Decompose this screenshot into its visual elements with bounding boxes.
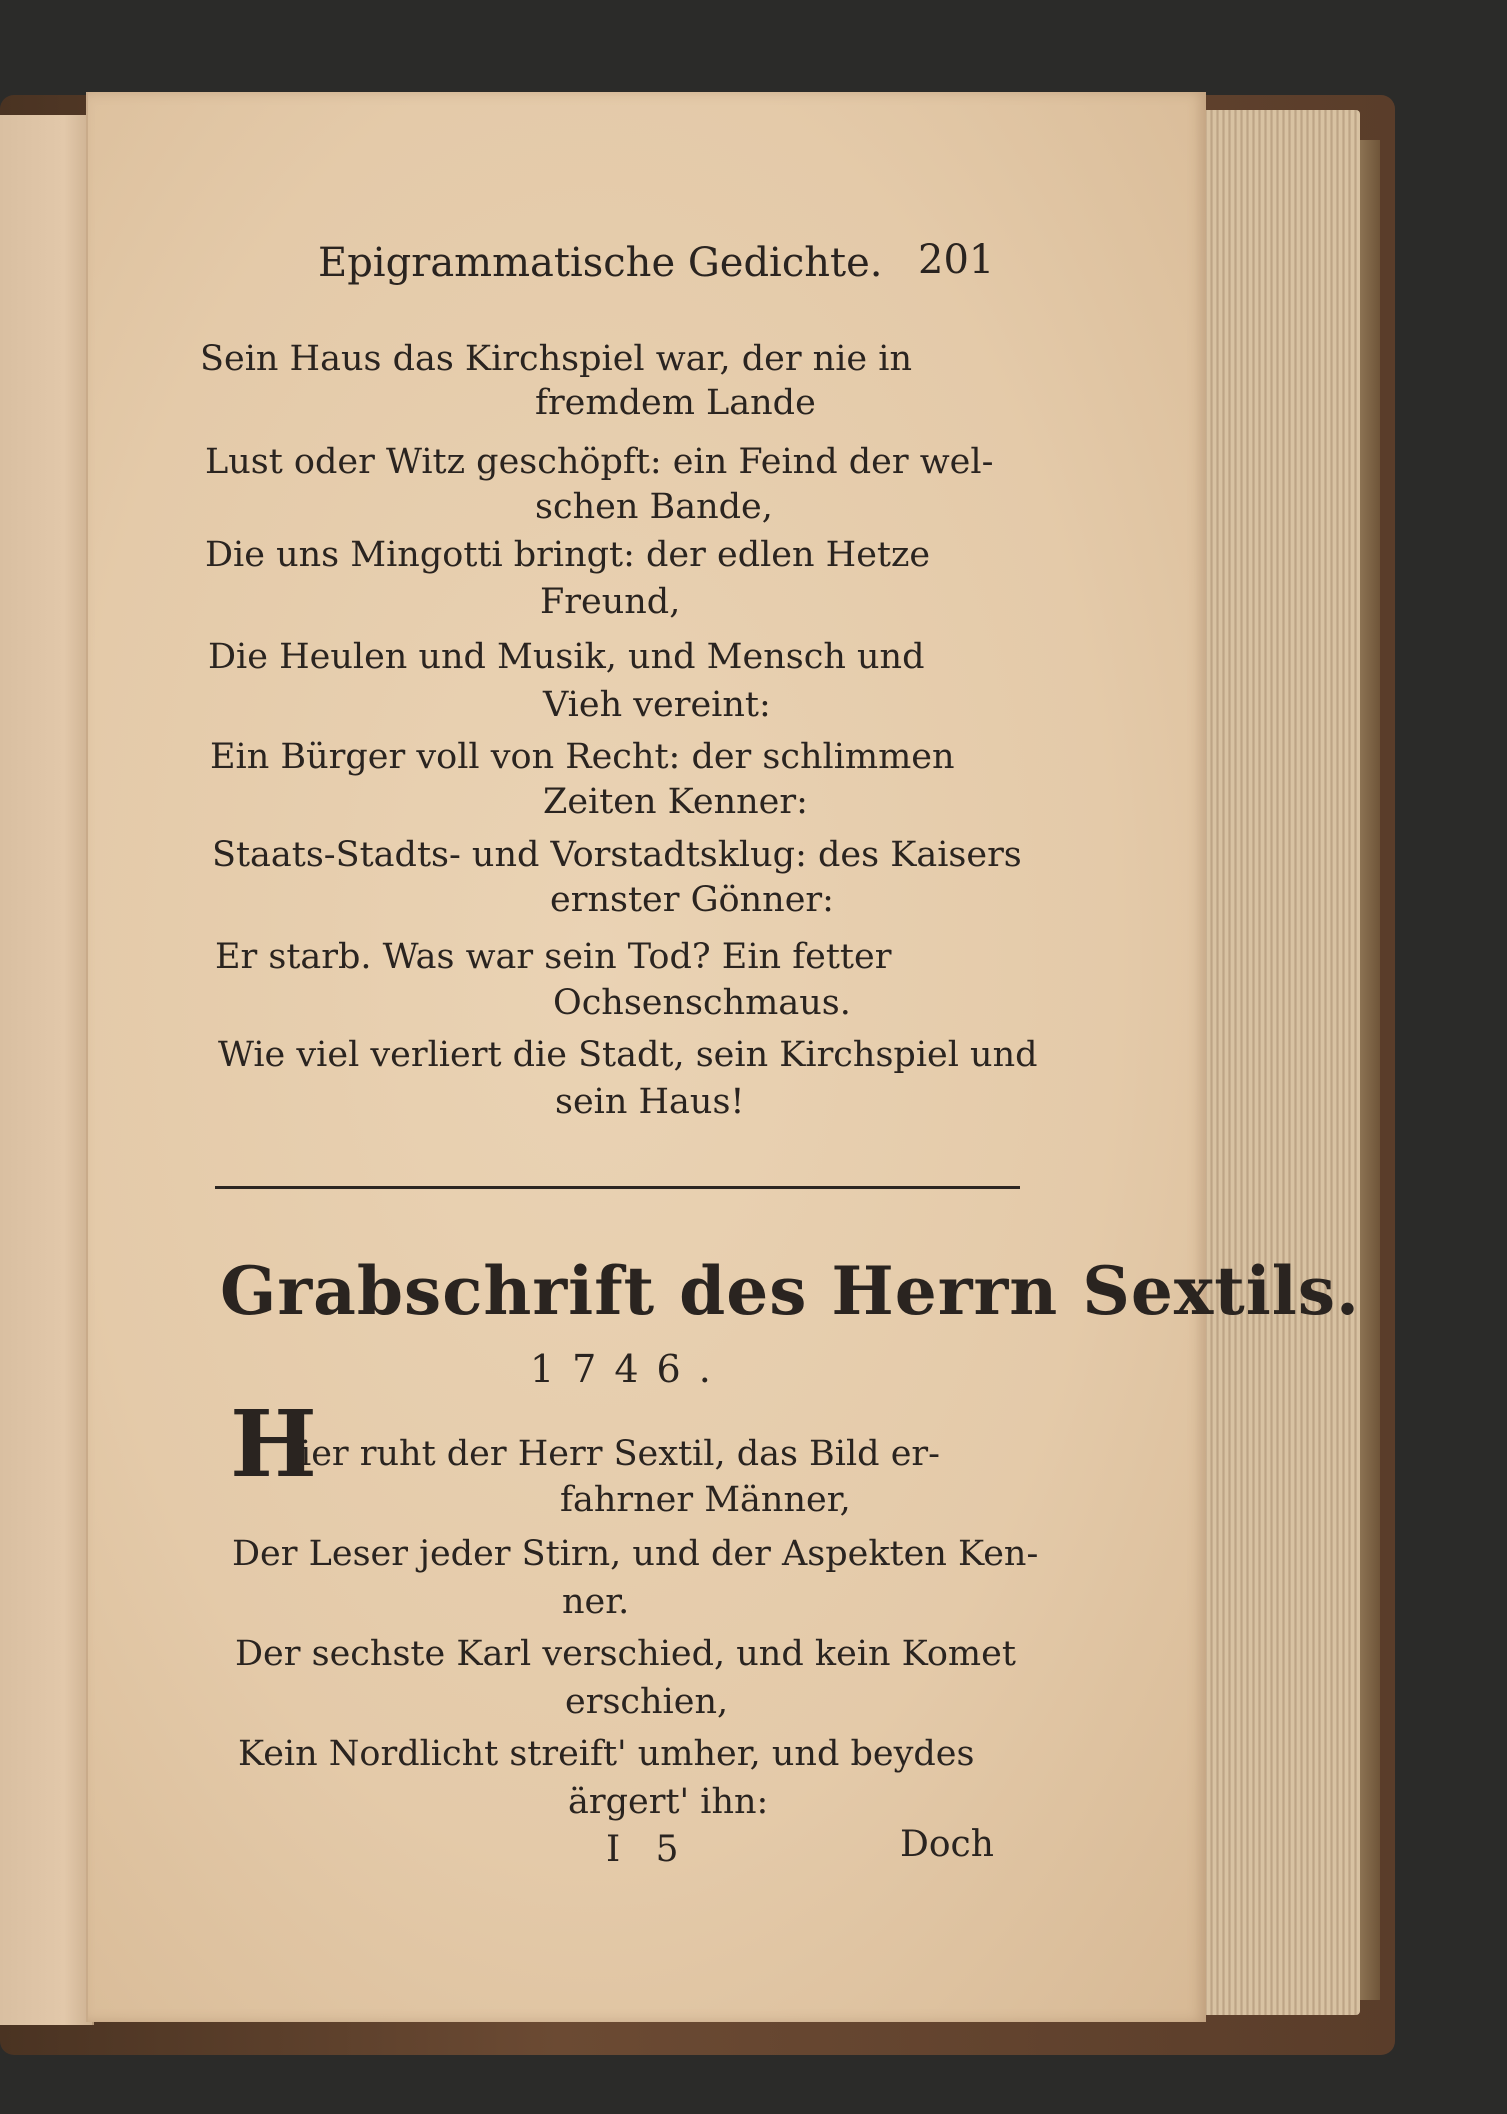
signature-mark: I 5: [606, 1829, 691, 1870]
poem-line: Der sechste Karl verschied, und kein Komet: [235, 1634, 1016, 1674]
poem-line: Sein Haus das Kirchspiel war, der nie in: [200, 339, 912, 379]
catchword: Doch: [900, 1824, 994, 1865]
poem-line: Er starb. Was war sein Tod? Ein fetter: [215, 937, 892, 977]
poem-line: ärgert' ihn:: [568, 1782, 769, 1822]
poem-line: fremdem Lande: [535, 383, 816, 423]
poem-line: Vieh vereint:: [543, 685, 771, 725]
poem-line: Die uns Mingotti bringt: der edlen Hetze: [205, 535, 931, 575]
poem-year: 1746.: [530, 1347, 729, 1391]
poem-line: Staats-Stadts- und Vorstadtsklug: des Kaisers: [212, 835, 1022, 875]
poem-title: Grabschrift des Herrn Sextils.: [220, 1252, 1360, 1330]
poem-line: Kein Nordlicht streift' umher, und beydes: [238, 1734, 975, 1774]
section-divider: [215, 1186, 1020, 1189]
poem-line: sein Haus!: [555, 1082, 745, 1122]
poem-line: ner.: [562, 1582, 630, 1622]
poem-line: erschien,: [565, 1682, 729, 1722]
poem-line: Die Heulen und Musik, und Mensch und: [208, 637, 925, 677]
poem-line: Ein Bürger voll von Recht: der schlimmen: [210, 737, 955, 777]
poem-line: fahrner Männer,: [560, 1480, 851, 1520]
poem-line: Der Leser jeder Stirn, und der Aspekten Ken-: [232, 1534, 1039, 1574]
poem-line: ier ruht der Herr Sextil, das Bild er-: [300, 1434, 940, 1474]
drop-cap: H: [230, 1390, 317, 1498]
running-title: Epigrammatische Gedichte.: [318, 240, 883, 286]
poem-line: ernster Gönner:: [550, 880, 834, 920]
page-number: 201: [918, 237, 995, 283]
poem-line: Wie viel verliert die Stadt, sein Kirchspiel und: [218, 1035, 1038, 1075]
poem-line: Lust oder Witz geschöpft: ein Feind der wel-: [205, 442, 994, 482]
left-page-edge: [0, 115, 94, 2025]
poem-line: Ochsenschmaus.: [553, 983, 851, 1023]
poem-line: schen Bande,: [535, 487, 773, 527]
poem-line: Freund,: [540, 582, 681, 622]
poem-line: Zeiten Kenner:: [543, 782, 808, 822]
